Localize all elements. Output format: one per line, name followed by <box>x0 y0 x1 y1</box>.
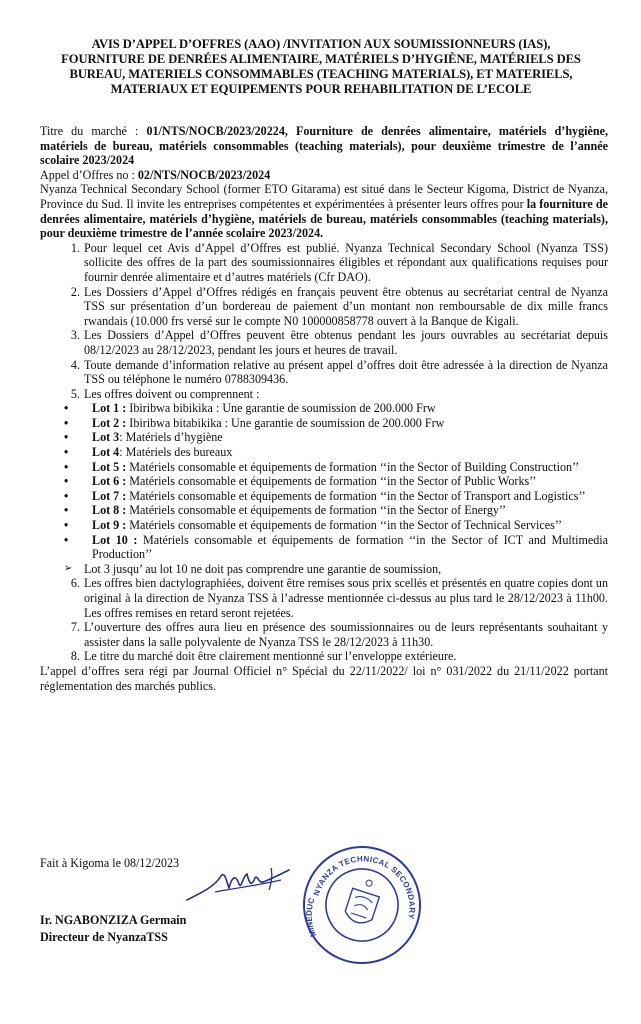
item-text: Pour lequel cet Avis d’Appel d’Offres est publié. Nyanza Technical Secondary School (Nyanza TSS) sollicite des offres de la part des soumissionnaires éligibles et répondant aux qualifications requises pour fournir denrée alimentaire et d’autres matériels (Cfr DAO). <box>84 240 608 284</box>
document-body <box>40 124 608 693</box>
bullet-icon: • <box>64 401 69 416</box>
item-number: 8. <box>70 649 80 664</box>
list-item <box>40 387 608 402</box>
note-text: Lot 3 jusqu’ au lot 10 ne doit pas comprendre une garantie de soumission, <box>84 561 442 576</box>
bullet-icon: • <box>64 518 69 533</box>
lot-text: Matériels consomable et équipements de formation ‘‘in the Sector of Transport and Logistics’’ <box>126 488 586 503</box>
lot-item <box>40 518 608 533</box>
title-line: MATERIAUX ET EQUIPEMENTS POUR REHABILITATION DE L’ECOLE <box>110 82 532 96</box>
item-number: 6. <box>70 576 80 591</box>
lot-text: : Matériels des bureaux <box>119 445 233 460</box>
lot-label: Lot 9 : <box>92 518 127 533</box>
bullet-icon: • <box>64 445 69 460</box>
lot-text: Matériels consomable et équipements de formation ‘‘in the Sector of Energy’’ <box>126 503 507 518</box>
lot-item <box>40 474 608 489</box>
lot-item <box>40 489 608 504</box>
signatory-name: Ir. NGABONZIZA Germain <box>40 913 187 927</box>
list-item <box>40 576 608 620</box>
item-number: 4. <box>70 357 80 372</box>
intro-paragraph <box>40 182 608 240</box>
marche-description: , Fourniture de denrées alimentaire, matériels d’hygiène, matériels de bureau, matériels consommables (teaching materials), pour deuxième trimestre de l’année scolaire 2023/2024 <box>40 124 608 168</box>
lot-text: Matériels consomable et équipements de formation ‘‘in the Sector of Technical Services’’ <box>126 518 562 533</box>
item-number: 1. <box>70 240 80 255</box>
lot-text: Matériels consomable et équipements de formation ‘‘in the Sector of Public Works’’ <box>126 474 537 489</box>
item-text: Toute demande d’information relative au présent appel d’offres doit être adressée à la direction de Nyanza TSS ou téléphone le numéro 0788309436. <box>84 357 608 387</box>
lot-item <box>40 460 608 475</box>
marche-code: 01/NTS/NOCB/2023/20224 <box>146 124 285 138</box>
bullet-icon: • <box>64 532 69 547</box>
svg-text:MINEDUC <box>298 897 328 941</box>
lot-label: Lot 10 : <box>92 532 138 547</box>
bullet-icon: • <box>64 503 69 518</box>
arrow-right-icon: ➢ <box>64 562 73 574</box>
item-number: 2. <box>70 284 80 299</box>
list-item <box>40 358 608 387</box>
lot-label: Lot 7 : <box>92 488 127 503</box>
stamp-outer-text: NYANZA TECHNICAL SECONDARY <box>311 854 417 920</box>
lot-label: Lot 8 : <box>92 503 127 518</box>
signature-icon <box>185 862 295 910</box>
bullet-icon: • <box>64 430 69 445</box>
aao-code: 02/NTS/NOCB/2023/2024 <box>137 167 271 182</box>
appel-offres-no <box>40 168 608 183</box>
list-item <box>40 620 608 649</box>
title-line: BUREAU, MATERIELS CONSOMMABLES (TEACHING MATERIALS), ET MATERIELS, <box>69 67 573 81</box>
title-line: FOURNITURE DE DENRÉES ALIMENTAIRE, MATÉRIELS D’HYGIÈNE, MATÉRIELS DES <box>61 52 581 66</box>
lot-text: Matériels consomable et équipements de formation ‘‘in the Sector of ICT and Multimedia Production’’ <box>92 532 608 562</box>
bullet-icon: • <box>64 488 69 503</box>
lot-label: Lot 6 : <box>92 474 127 489</box>
lot-text: : Matériels d’hygiène <box>119 430 223 445</box>
titre-du-marche <box>40 124 608 168</box>
lot-label: Lot 1 : <box>92 401 127 416</box>
lot-label: Lot 5 : <box>92 459 127 474</box>
list-item <box>40 649 608 664</box>
lot-text: Ibiribwa bitabikika : Une garantie de soumission de 200.000 Frw <box>126 415 445 430</box>
signatory-title: Directeur de NyanzaTSS <box>40 930 168 944</box>
fait-a-line: Fait à Kigoma le 08/12/2023 <box>40 856 180 870</box>
intro-text: Nyanza Technical Secondary School (former ETO Gitarama) est situé dans le Secteur Kigoma, District de Nyanza, Province du Sud. Il invite les entreprises compétentes et expérimentées à présenter leurs offres pour <box>40 182 608 211</box>
item-number: 5. <box>70 386 80 401</box>
bullet-icon: • <box>64 474 69 489</box>
bullet-icon: • <box>64 415 69 430</box>
item-text: L’ouverture des offres aura lieu en présence des soumissionnaires ou de leurs représentants souhaitant y assister dans la salle polyvalente de Nyanza TSS le 28/12/2023 à 11h30. <box>84 620 608 649</box>
item-text: Les offres doivent ou comprennent : <box>84 386 260 401</box>
list-item <box>40 241 608 285</box>
bullet-icon: • <box>64 459 69 474</box>
lot-text: Ibiribwa bibikika : Une garantie de soumission de 200.000 Frw <box>126 401 436 416</box>
item-text: Les Dossiers d’Appel d’Offres rédigés en français peuvent être obtenus au secrétariat central de Nyanza TSS sur présentation d’un bordereau de paiement d’un montant non remboursable de dix mille francs rwandais (10.000 frs versé sur le compte N0 100000858778 ouvert à la Banque de Kigali. <box>84 284 608 328</box>
title-line: AVIS D’APPEL D’OFFRES (AAO) /INVITATION AUX SOUMISSIONNEURS (IAS), <box>91 37 551 51</box>
item-number: 3. <box>70 328 80 343</box>
intro-bold: la fourniture de denrées alimentaire, matériels d’hygiène, matériels de bureau, matériels consommables (teaching materials), pour deuxième trimestre de l’année scolaire 2023/2024. <box>40 196 609 241</box>
lot-item <box>40 430 608 445</box>
item-text: Les offres bien dactylographiées, doivent être remises sous prix scellés et présentés en quatre copies dont un original à la direction de Nyanza TSS à l’adresse mentionnée ci-dessus au plus tard le 28/12/2023 à 11h00. Les offres remises en retard seront rejetées. <box>84 576 609 620</box>
signatory-block <box>40 912 186 946</box>
lot-label: Lot 3 <box>92 430 120 445</box>
document-title <box>40 37 602 97</box>
school-stamp <box>298 840 426 970</box>
lot-item <box>40 445 608 460</box>
aao-label: Appel d’Offres no : <box>40 167 138 182</box>
stamp-left-text: MINEDUC <box>304 896 319 939</box>
closing-paragraph: L’appel d’offres sera régi par Journal Officiel n° Spécial du 22/11/2022/ loi n° 031/2022 du 21/11/2022 portant réglementation des marchés publics. <box>40 663 608 693</box>
item-text: Les Dossiers d’Appel d’Offres peuvent être obtenus pendant les jours ouvrables au secrétariat depuis 08/12/2023 au 28/12/2023, pendant les jours et heures de travail. <box>84 328 608 357</box>
lot-item <box>40 503 608 518</box>
lot-label: Lot 2 : <box>92 415 127 430</box>
lot-label: Lot 4 <box>92 445 120 460</box>
note-item <box>40 562 608 577</box>
lot-item <box>40 416 608 431</box>
marche-label: Titre du marché : <box>40 124 147 138</box>
item-text: Le titre du marché doit être clairement mentionné sur l’enveloppe extérieure. <box>84 649 457 664</box>
lot-item <box>40 401 608 416</box>
list-item <box>40 328 608 357</box>
lot-item <box>40 533 608 562</box>
list-item <box>40 285 608 329</box>
lot-text: Matériels consomable et équipements de formation ‘‘in the Sector of Building Construction’’ <box>126 459 580 474</box>
item-number: 7. <box>70 620 80 635</box>
svg-text:NYANZA TECHNICAL SECONDARY SCH <box>298 840 426 927</box>
